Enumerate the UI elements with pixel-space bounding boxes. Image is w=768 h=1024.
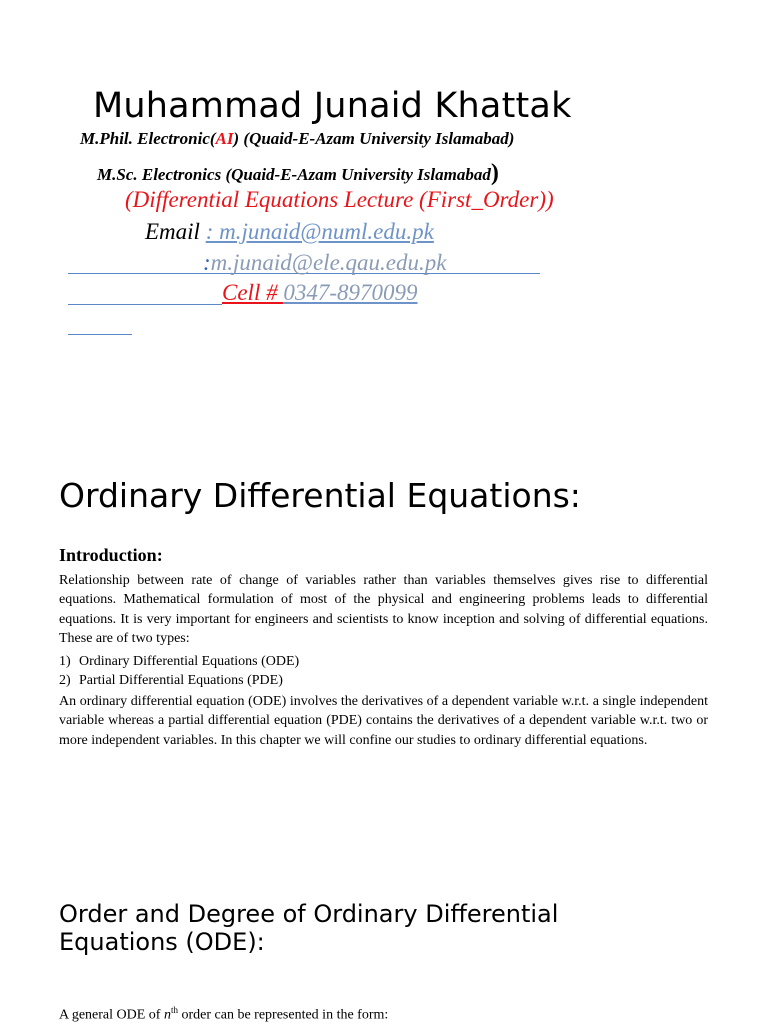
email-label: Email [145, 219, 200, 244]
list-item [59, 671, 283, 690]
general-prefix: A general ODE of [59, 1007, 164, 1023]
ode-heading: Ordinary Differential Equations: [59, 476, 581, 515]
cell-line [222, 280, 418, 306]
introduction-heading: Introduction: [59, 545, 163, 565]
general-suffix: order can be represented in the form: [177, 1007, 389, 1023]
email-link-numl[interactable]: : m.junaid@numl.edu.pk [205, 219, 434, 244]
list-item-number: 1) [59, 654, 71, 669]
cell-number[interactable]: 0347-8970099 [283, 280, 418, 305]
degree-msc-text: M.Sc. Electronics (Quaid-E-Azam University Islamabad [97, 165, 491, 184]
list-item [59, 652, 299, 671]
general-ode-line [59, 1005, 388, 1024]
author-name: Muhammad Junaid Khattak [93, 86, 572, 126]
email-line-2[interactable] [203, 250, 446, 276]
introduction-paragraph: Relationship between rate of change of variables rather than variables themselves gives rise to differential equations. Mathematical formulation of most of the physical and engineering problems leads to differential equations. It is very important for engineers and scientists to know inception and solving of differential equations. These are of two types: [59, 573, 708, 646]
underline-rule-2 [68, 304, 222, 305]
email2-colon: : [203, 250, 211, 275]
order-degree-heading: Order and Degree of Ordinary Differential Equations (ODE): [59, 900, 559, 956]
definition-paragraph: An ordinary differential equation (ODE) involves the derivatives of a dependent variable w.r.t. a single independent variable whereas a partial differential equation (PDE) contains the derivatives of a dependent variable w.r.t. two or more independent variables. In this chapter we will confine our studies to ordinary differential equations. [59, 694, 708, 748]
email-link-qau[interactable]: m.junaid@ele.qau.edu.pk [210, 250, 447, 275]
list-item-text: Ordinary Differential Equations (ODE) [79, 654, 300, 669]
degree-msc-paren: ) [490, 160, 499, 186]
degree-mphil-suffix: ) (Quaid-E-Azam University Islamabad) [233, 129, 515, 148]
degree-mphil-ai: AI [215, 129, 234, 148]
general-sup: th [170, 1005, 178, 1015]
list-item-number: 2) [59, 673, 71, 688]
cell-label: Cell # [222, 280, 284, 305]
email-line-1 [145, 219, 434, 245]
list-item-text: Partial Differential Equations (PDE) [79, 673, 283, 688]
degree-mphil [80, 129, 514, 149]
general-n: n [163, 1007, 171, 1023]
degree-mphil-prefix: M.Phil. Electronic( [80, 129, 216, 148]
underline-rule-3 [68, 334, 132, 335]
degree-msc [97, 160, 499, 187]
lecture-title: (Differential Equations Lecture (First_Order)) [125, 187, 554, 212]
